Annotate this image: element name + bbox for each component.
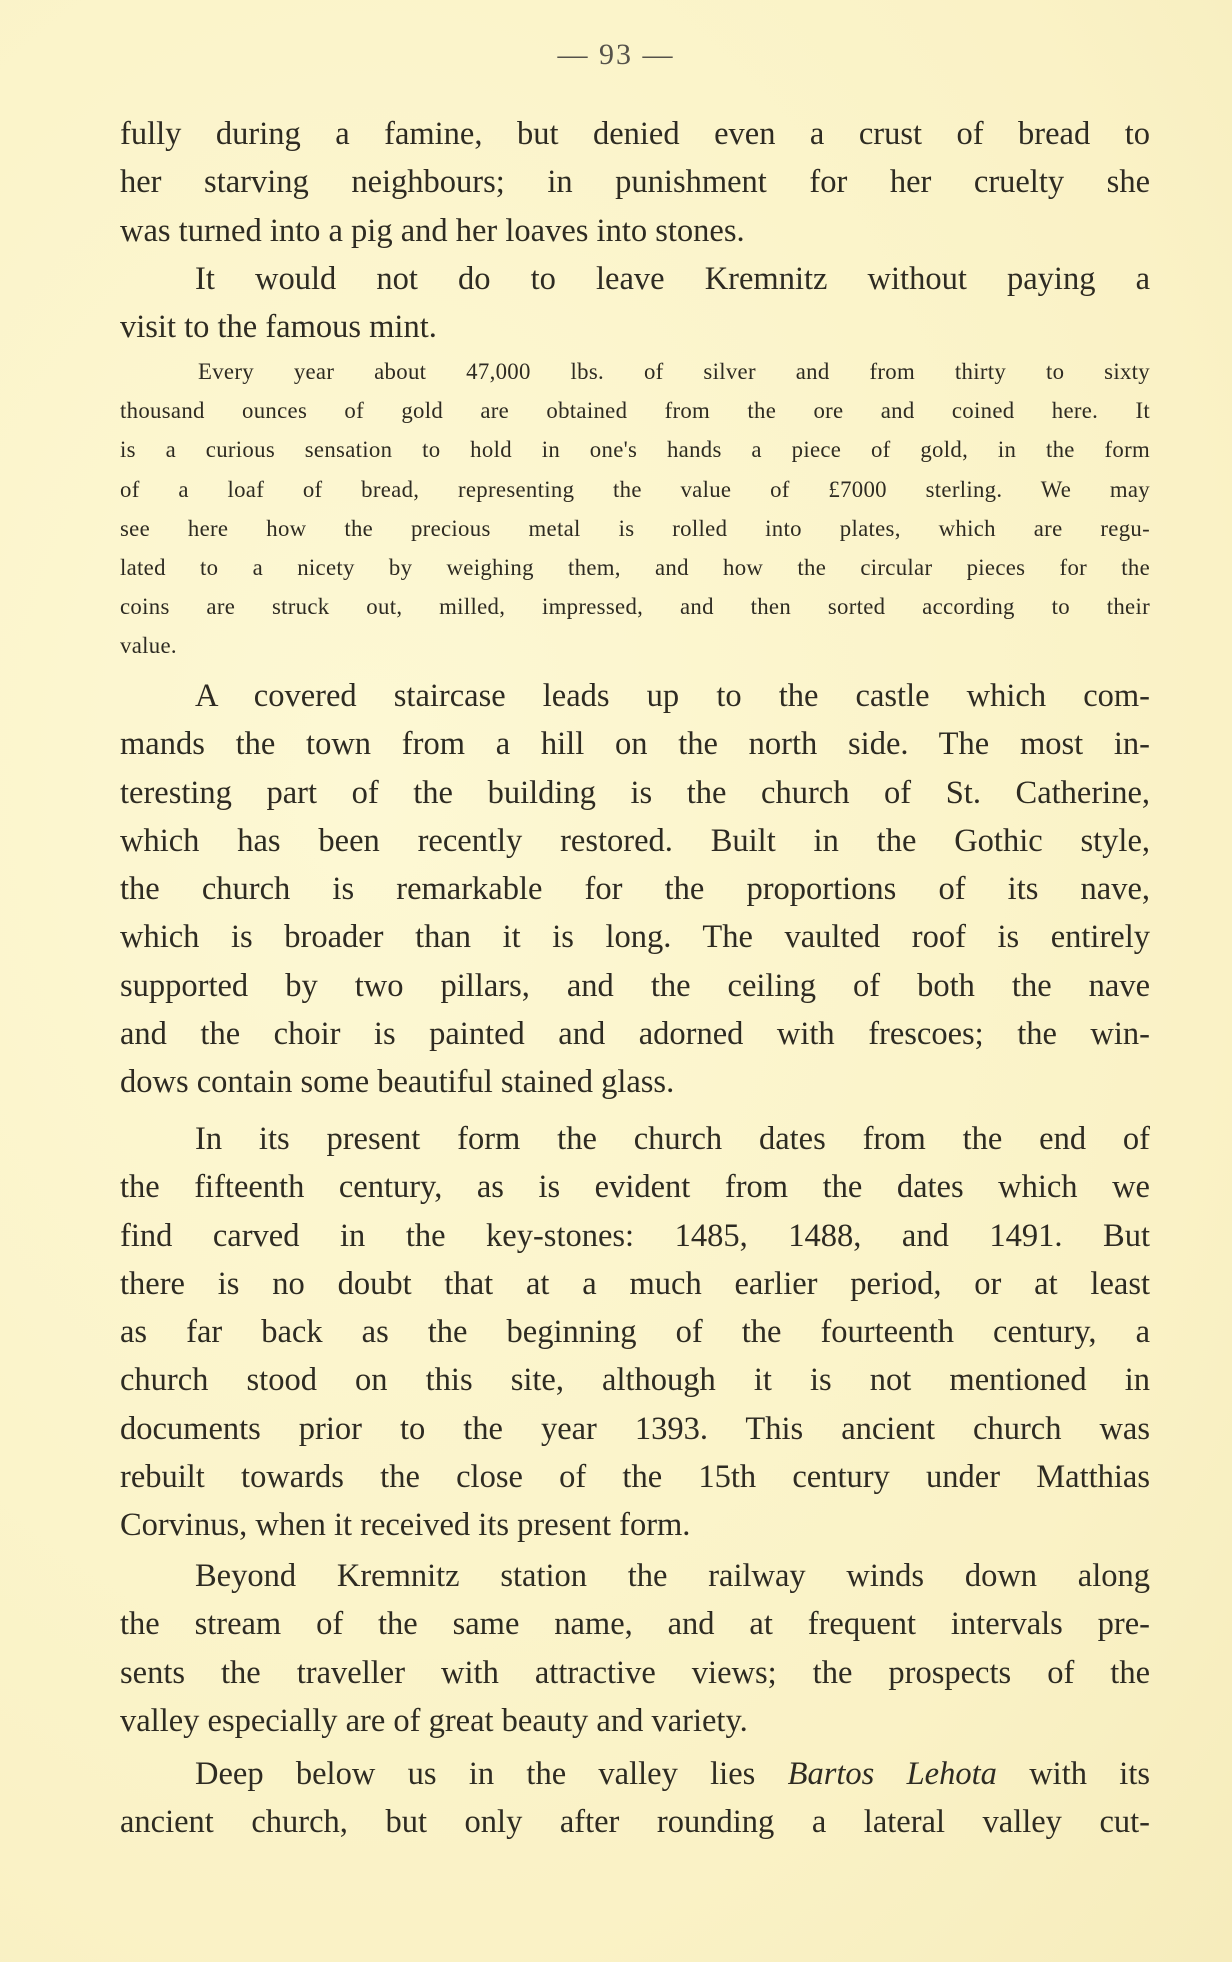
text-line: In its present form the church dates from the end of — [195, 1121, 1150, 1157]
text-line: the church is remarkable for the proportions of its nave, — [120, 871, 1150, 908]
page-number: — 93 — — [557, 38, 675, 71]
paragraph-railway — [120, 1552, 1150, 1745]
paragraph-castle-church — [120, 672, 1150, 1107]
text-line: lated to a nicety by weighing them, and how the circular pieces for the — [120, 554, 1150, 580]
text-line: coins are struck out, milled, impressed, and then sorted according to their — [120, 594, 1150, 620]
text-line: the fifteenth century, as is evident from the dates which we — [120, 1169, 1150, 1206]
text-line: and the choir is painted and adorned with frescoes; the win- — [120, 1016, 1150, 1053]
paragraph-church-history — [120, 1115, 1150, 1550]
text-line: is a curious sensation to hold in one's hands a piece of gold, in the form — [120, 437, 1150, 463]
text-line: A covered staircase leads up to the castle which com- — [195, 678, 1150, 714]
text-line: documents prior to the year 1393. This ancient church was — [120, 1410, 1150, 1447]
text-line: Beyond Kremnitz station the railway winds down along — [195, 1558, 1150, 1594]
text-line: valley especially are of great beauty and variety. — [120, 1702, 748, 1739]
text-line: of a loaf of bread, representing the value of £7000 sterling. We may — [120, 476, 1150, 502]
text-line: Corvinus, when it received its present form. — [120, 1507, 691, 1544]
paragraph-mint-note — [120, 352, 1150, 666]
text-fragment: with its — [996, 1756, 1150, 1792]
text-line: mands the town from a hill on the north side. The most in- — [120, 726, 1150, 763]
text-line: dows contain some beautiful stained glass. — [120, 1064, 675, 1101]
text-line: the stream of the same name, and at frequent intervals pre- — [120, 1606, 1150, 1643]
text-line: which has been recently restored. Built in the Gothic style, — [120, 822, 1150, 859]
paragraph-bartos-lehota — [120, 1750, 1150, 1847]
paragraph-mint-visit — [120, 255, 1150, 352]
text-line: church stood on this site, although it is not mentioned in — [120, 1362, 1150, 1399]
paragraph-famine-ending — [120, 110, 1150, 255]
place-name-italic: Bartos Lehota — [787, 1756, 997, 1792]
text-line: Every year about 47,000 lbs. of silver and from thirty to sixty — [198, 359, 1150, 384]
text-line: value. — [120, 633, 177, 659]
text-line: there is no doubt that at a much earlier period, or at least — [120, 1265, 1150, 1302]
text-line: visit to the famous mint. — [120, 309, 437, 346]
text-line: find carved in the key-stones: 1485, 1488, and 1491. But — [120, 1217, 1150, 1254]
text-line: thousand ounces of gold are obtained from the ore and coined here. It — [120, 398, 1150, 424]
text-line: her starving neighbours; in punishment for her cruelty she — [120, 164, 1150, 201]
text-line: was turned into a pig and her loaves into stones. — [120, 212, 745, 249]
text-line: It would not do to leave Kremnitz without paying a — [195, 261, 1150, 297]
text-fragment: Deep below us in the valley lies — [195, 1756, 788, 1792]
text-line: see here how the precious metal is rolled into plates, which are regu- — [120, 515, 1150, 541]
text-line: ancient church, but only after rounding a lateral valley cut- — [120, 1804, 1150, 1841]
text-line: rebuilt towards the close of the 15th century under Matthias — [120, 1459, 1150, 1496]
text-line: as far back as the beginning of the fourteenth century, a — [120, 1314, 1150, 1351]
text-line: teresting part of the building is the church of St. Catherine, — [120, 774, 1150, 811]
text-line: which is broader than it is long. The vaulted roof is entirely — [120, 919, 1150, 956]
text-line — [120, 1750, 1150, 1798]
text-line: fully during a famine, but denied even a crust of bread to — [120, 116, 1150, 152]
text-line: supported by two pillars, and the ceiling of both the nave — [120, 967, 1150, 1004]
text-line: sents the traveller with attractive views; the prospects of the — [120, 1654, 1150, 1691]
